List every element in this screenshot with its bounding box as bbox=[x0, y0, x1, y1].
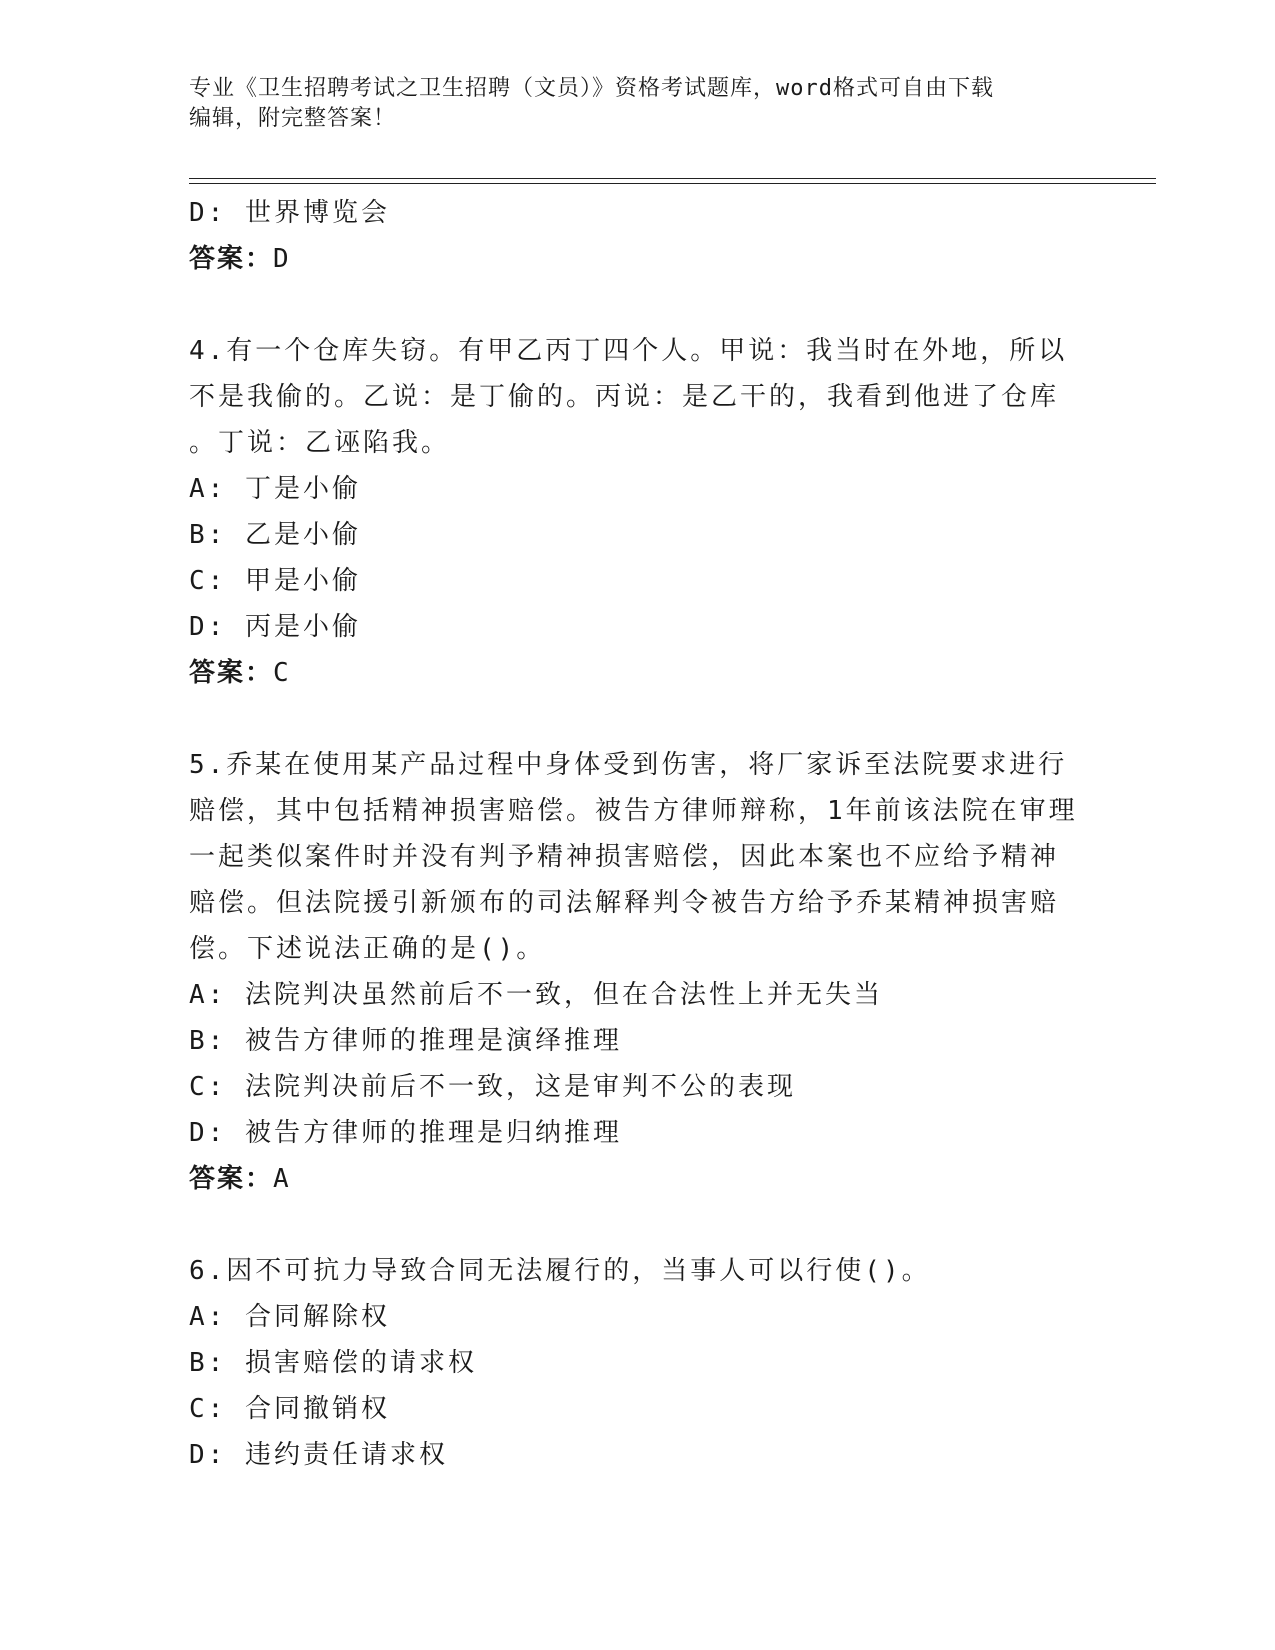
option-b: B: 被告方律师的推理是演绎推理 bbox=[189, 1026, 622, 1056]
question-stem-line: 赔偿，其中包括精神损害赔偿。被告方律师辩称，1年前该法院在审理 bbox=[189, 796, 1078, 826]
question-stem-line: 赔偿。但法院援引新颁布的司法解释判令被告方给予乔某精神损害赔 bbox=[189, 888, 1060, 918]
question-4 bbox=[189, 328, 1089, 696]
header-divider-top bbox=[189, 178, 1156, 179]
document-header bbox=[189, 74, 1089, 134]
question-stem-line: 偿。下述说法正确的是()。 bbox=[189, 934, 546, 964]
question-content bbox=[189, 190, 1089, 1478]
question-stem-line: 5.乔某在使用某产品过程中身体受到伤害，将厂家诉至法院要求进行 bbox=[189, 750, 1068, 780]
answer bbox=[189, 650, 1089, 696]
option-c: C: 合同撤销权 bbox=[189, 1394, 390, 1424]
header-line-2: 编辑，附完整答案！ bbox=[189, 106, 397, 131]
option-a: A: 丁是小偷 bbox=[189, 474, 361, 504]
option-b: B: 乙是小偷 bbox=[189, 520, 361, 550]
option-d: D: 丙是小偷 bbox=[189, 612, 361, 642]
header-line-1: 专业《卫生招聘考试之卫生招聘（文员）》资格考试题库，word格式可自由下载 bbox=[189, 76, 994, 101]
question-6 bbox=[189, 1248, 1089, 1478]
option-a: A: 合同解除权 bbox=[189, 1302, 390, 1332]
answer-label: 答案： bbox=[189, 1164, 274, 1194]
option-c: C: 甲是小偷 bbox=[189, 566, 361, 596]
question-5 bbox=[189, 742, 1089, 1202]
header-divider-bottom bbox=[189, 183, 1156, 184]
prev-option-d: D: 世界博览会 bbox=[189, 198, 390, 228]
spacer bbox=[189, 282, 1089, 328]
option-d: D: 被告方律师的推理是归纳推理 bbox=[189, 1118, 622, 1148]
spacer bbox=[189, 696, 1089, 742]
question-stem-line: 4.有一个仓库失窃。有甲乙丙丁四个人。甲说：我当时在外地，所以 bbox=[189, 336, 1068, 366]
answer-value: D bbox=[273, 244, 291, 274]
option-d: D: 违约责任请求权 bbox=[189, 1440, 448, 1470]
prev-answer bbox=[189, 236, 1089, 282]
option-b: B: 损害赔偿的请求权 bbox=[189, 1348, 477, 1378]
question-stem-line: 6.因不可抗力导致合同无法履行的，当事人可以行使()。 bbox=[189, 1256, 931, 1286]
option-c: C: 法院判决前后不一致，这是审判不公的表现 bbox=[189, 1072, 796, 1102]
question-stem-line: 。丁说：乙诬陷我。 bbox=[189, 428, 451, 458]
answer-label: 答案： bbox=[189, 244, 274, 274]
spacer bbox=[189, 1202, 1089, 1248]
answer-value: A bbox=[273, 1164, 291, 1194]
answer-value: C bbox=[273, 658, 291, 688]
option-a: A: 法院判决虽然前后不一致，但在合法性上并无失当 bbox=[189, 980, 883, 1010]
question-stem-line: 不是我偷的。乙说：是丁偷的。丙说：是乙干的，我看到他进了仓库 bbox=[189, 382, 1060, 412]
question-stem-line: 一起类似案件时并没有判予精神损害赔偿，因此本案也不应给予精神 bbox=[189, 842, 1060, 872]
answer bbox=[189, 1156, 1089, 1202]
answer-label: 答案： bbox=[189, 658, 274, 688]
